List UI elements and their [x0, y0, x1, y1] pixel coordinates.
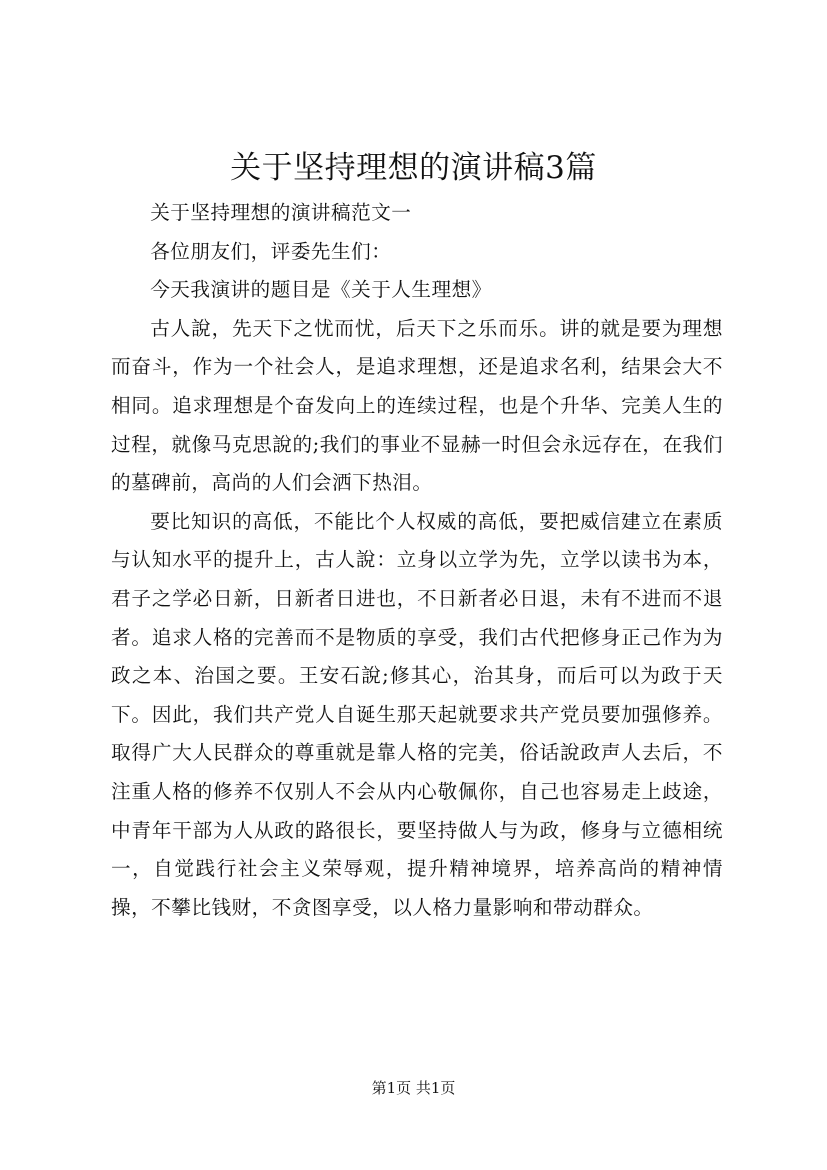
- page-footer: 第1页 共1页: [371, 1079, 456, 1097]
- document-body: [111, 194, 723, 927]
- paragraph-salutation: 各位朋友们，评委先生们：: [150, 239, 392, 263]
- paragraph-body-1: 古人說，先天下之忧而忧，后天下之乐而乐。讲的就是要为理想而奋斗，作为一个社会人，是追求理想，还是追求名利，结果会大不相同。追求理想是个奋发向上的连续过程，也是个升华、完美人生的过程，就像马克思說的;我们的事业不显赫一时但会永远存在，在我们的墓碑前，高尚的人们会洒下热泪。: [111, 316, 723, 495]
- paragraph-subtitle: 关于坚持理想的演讲稿范文一: [150, 201, 412, 224]
- paragraph-body-2: 要比知识的高低，不能比个人权威的高低，要把威信建立在素质与认知水平的提升上，古人說：立身以立学为先，立学以读书为本，君子之学必日新，日新者日进也，不日新者必日退，未有不进而不退者。追求人格的完善而不是物质的享受，我们古代把修身正己作为为政之本、治国之要。王安石說;修其心，治其身，而后可以为政于天下。因此，我们共产党人自诞生那天起就要求共产党员要加强修养。取得广大人民群众的尊重就是靠人格的完美，俗话說政声人去后，不注重人格的修养不仅别人不会从内心敬佩你，自己也容易走上歧途，中青年干部为人从政的路很长，要坚持做人与为政，修身与立德相统一，自觉践行社会主义荣辱观，提升精神境界，培养高尚的精神情操，不攀比钱财，不贪图享受，以人格力量影响和带动群众。: [111, 509, 723, 919]
- document-title: 关于坚持理想的演讲稿3篇: [230, 150, 597, 186]
- paragraph-topic: 今天我演讲的题目是《关于人生理想》: [150, 278, 492, 302]
